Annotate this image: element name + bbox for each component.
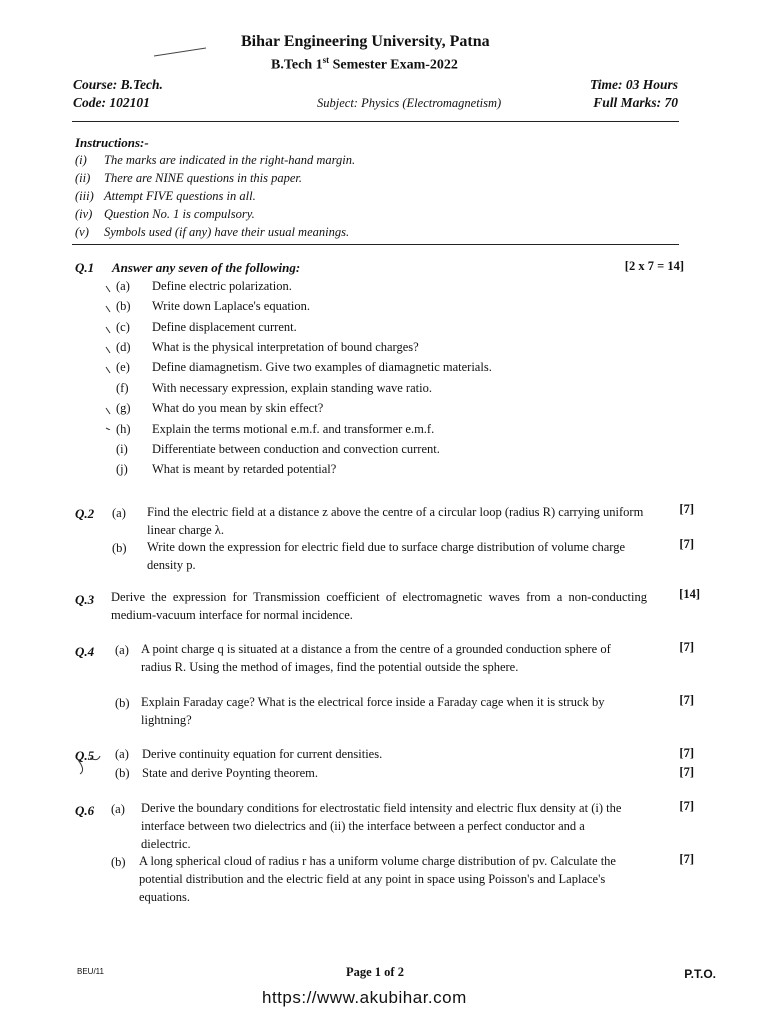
- q1-part: [116, 442, 440, 457]
- q5b-marks: [7]: [679, 765, 694, 779]
- instruction-text: Symbols used (if any) have their usual meanings.: [104, 225, 350, 239]
- q1-part-text: Explain the terms motional e.m.f. and transformer e.m.f.: [152, 422, 435, 436]
- q1-marks: [2 x 7 = 14]: [624, 259, 684, 273]
- university-name: Bihar Engineering University, Patna: [241, 33, 490, 50]
- divider-instructions: [72, 244, 679, 245]
- q1-part: [116, 462, 336, 477]
- q1-part-label: (f): [116, 381, 129, 395]
- q3-marks: [14]: [679, 587, 700, 601]
- instruction-text: Attempt FIVE questions in all.: [104, 189, 256, 203]
- q1-part-label: (d): [116, 340, 131, 354]
- instruction-num: (iii): [75, 189, 94, 203]
- q1-part-label: (c): [116, 320, 130, 334]
- q6a-label: (a): [111, 802, 125, 816]
- q4b-label: (b): [115, 696, 130, 710]
- instruction-text: The marks are indicated in the right-hand margin.: [104, 153, 356, 167]
- q6b-label: (b): [111, 855, 126, 869]
- code-label: Code: 102101: [73, 95, 150, 110]
- divider-top: [72, 121, 679, 122]
- q1-part-text: Differentiate between conduction and convection current.: [152, 442, 440, 456]
- q4a-marks: [7]: [679, 640, 694, 654]
- pen-mark-icon: [150, 42, 210, 60]
- q4a-label: (a): [115, 643, 129, 657]
- q2b-label: (b): [112, 541, 127, 555]
- instruction-num: (ii): [75, 171, 91, 185]
- q1-number: Q.1: [75, 260, 95, 275]
- q5-number: Q.5: [75, 748, 95, 763]
- q1-part-label: (g): [116, 401, 131, 415]
- instruction-text: There are NINE questions in this paper.: [104, 171, 303, 185]
- instruction-num: (v): [75, 225, 89, 239]
- q1-part: [116, 422, 434, 437]
- q4b-text: Explain Faraday cage? What is the electrical force inside a Faraday cage when it is struck by lightning?: [141, 695, 605, 727]
- q1-part-text: What is the physical interpretation of bound charges?: [152, 340, 419, 354]
- q3-number: Q.3: [75, 592, 95, 607]
- q1-part-text: With necessary expression, explain standing wave ratio.: [152, 381, 432, 395]
- q2a-label: (a): [112, 506, 126, 520]
- q5a-text: Derive continuity equation for current densities.: [142, 747, 383, 761]
- q5b-label: (b): [115, 766, 130, 780]
- instruction-num: (i): [75, 153, 87, 167]
- q5a-marks: [7]: [679, 746, 694, 760]
- q5b-text: State and derive Poynting theorem.: [142, 766, 319, 780]
- q1-part-label: (h): [116, 422, 131, 436]
- instructions-title: Instructions:-: [75, 135, 149, 150]
- q5a-label: (a): [115, 747, 129, 761]
- q1-part: [116, 381, 432, 396]
- q2b-marks: [7]: [679, 537, 694, 551]
- q1-part-label: (a): [116, 279, 130, 293]
- instruction-text: Question No. 1 is compulsory.: [104, 207, 255, 221]
- instruction-num: (iv): [75, 207, 93, 221]
- q6b-marks: [7]: [679, 852, 694, 866]
- q1-part: [116, 279, 292, 294]
- q3-text: Derive the expression for Transmission coefficient of electromagnetic waves from a non-conducting medium-vacuum interface for normal incidence.: [111, 590, 647, 622]
- q1-part-label: (b): [116, 299, 131, 313]
- instruction-item: [75, 171, 302, 186]
- pen-tick-marks-icon: [104, 280, 118, 430]
- footer-code: BEU/11: [77, 967, 104, 976]
- course-label: Course: B.Tech.: [73, 77, 163, 92]
- q2a-text: Find the electric field at a distance z above the centre of a circular loop (radius R) carrying uniform linear charge λ.: [147, 505, 644, 537]
- q1-part-text: Define electric polarization.: [152, 279, 292, 293]
- q1-part: [116, 340, 419, 355]
- instruction-item: [75, 153, 355, 168]
- q4b-marks: [7]: [679, 693, 694, 707]
- instruction-item: [75, 207, 255, 222]
- q4a-text: A point charge q is situated at a distance a from the centre of a grounded conduction sphere of radius R. Using the method of images, find the potential outside the sphere.: [141, 642, 611, 674]
- exam-title-suffix: Semester Exam-2022: [329, 57, 458, 73]
- q4-number: Q.4: [75, 644, 95, 659]
- instruction-item: [75, 225, 349, 240]
- q1-part: [116, 299, 310, 314]
- exam-title: [271, 55, 458, 74]
- q6-number: Q.6: [75, 803, 95, 818]
- q2-number: Q.2: [75, 506, 95, 521]
- q1-part-label: (e): [116, 360, 130, 374]
- subject-label: Subject: Physics (Electromagnetism): [317, 96, 502, 110]
- q1-part-text: What do you mean by skin effect?: [152, 401, 324, 415]
- q1-part-text: Define diamagnetism. Give two examples of diamagnetic materials.: [152, 360, 492, 374]
- exam-title-prefix: B.Tech 1: [271, 57, 323, 73]
- q2b-text: Write down the expression for electric field due to surface charge distribution of volume charge density p.: [147, 540, 626, 572]
- footer-url-link[interactable]: https://www.akubihar.com: [262, 988, 467, 1007]
- q6a-marks: [7]: [679, 799, 694, 813]
- q2a-marks: [7]: [679, 502, 694, 516]
- instruction-item: [75, 189, 256, 204]
- q1-part-label: (i): [116, 442, 128, 456]
- q1-part: [116, 320, 297, 335]
- q1-part: [116, 360, 492, 375]
- exam-title-sup: st: [322, 55, 330, 65]
- q1-part-text: Write down Laplace's equation.: [152, 299, 310, 313]
- time-label: Time: 03 Hours: [589, 77, 678, 92]
- q1-heading: Answer any seven of the following:: [112, 260, 301, 275]
- q1-part-label: (j): [116, 462, 128, 476]
- pen-scribble-icon: [76, 756, 104, 776]
- footer-pto: P.T.O.: [684, 967, 716, 981]
- q6a-text: Derive the boundary conditions for electrostatic field intensity and electric flux density at (i) the interface between two dielectrics and (ii) the interface between a perfect conductor and a dielectric.: [141, 801, 622, 851]
- footer-page: Page 1 of 2: [346, 965, 404, 979]
- q1-part: [116, 401, 323, 416]
- q1-part-text: What is meant by retarded potential?: [152, 462, 337, 476]
- q6b-text: A long spherical cloud of radius r has a uniform volume charge distribution of pv. Calculate the potential distribution and the electric field at any point in space using Poisson's and Laplace's equations.: [139, 854, 616, 904]
- q1-part-text: Define displacement current.: [152, 320, 297, 334]
- full-marks-label: Full Marks: 70: [593, 95, 678, 110]
